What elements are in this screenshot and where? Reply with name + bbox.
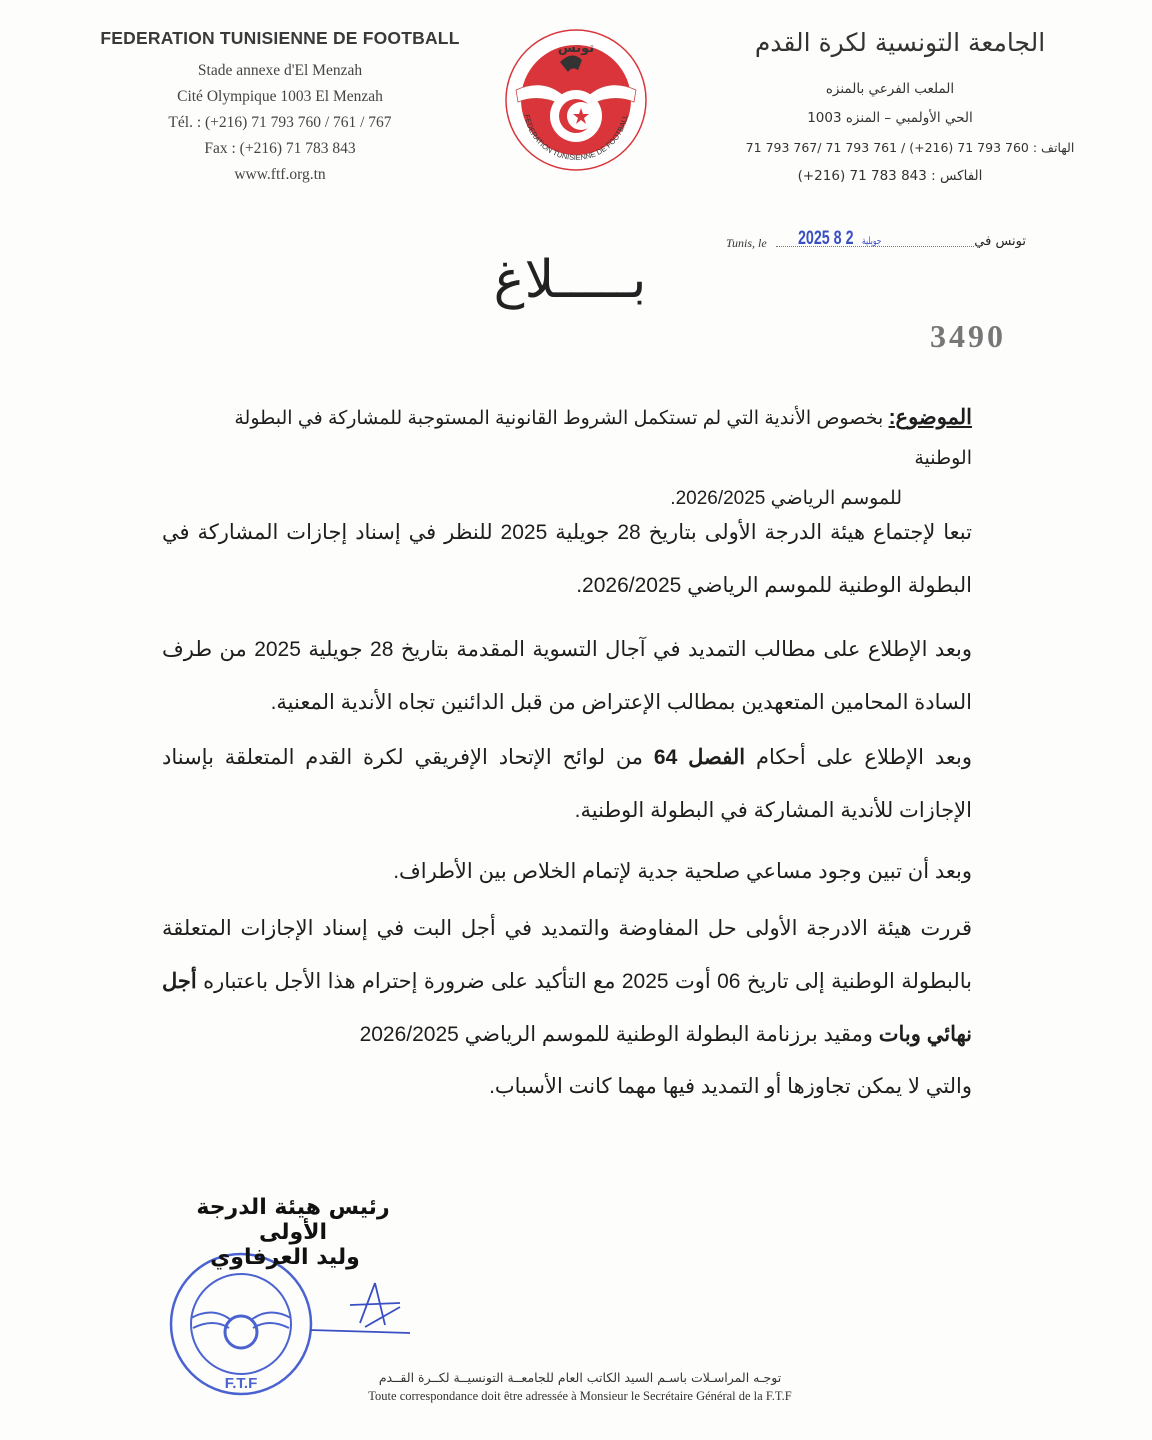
paragraph-3-start: وبعد الإطلاع على أحكام (745, 746, 972, 769)
paragraph-3 (162, 731, 972, 837)
date-line (726, 228, 1026, 258)
signatory-name: وليد العرفاوي (210, 1245, 360, 1270)
phone-line-ar: الهاتف : 760 793 71 (216+) / 761 793 71 /767 793 71 (745, 140, 1075, 155)
paragraph-6: والتي لا يمكن تجاوزها أو التمديد فيها مهما كانت الأسباب. (489, 1075, 972, 1098)
paragraph-3-end: من لوائح الإتحاد الإفريقي لكرة القدم المتعلقة بإسناد الإجازات للأندية المشاركة في البطولة الوطنية. (162, 746, 972, 822)
subject-text-1: بخصوص الأندية التي لم تستكمل الشروط القانونية المستوجبة للمشاركة في البطولة الوطنية (234, 408, 972, 469)
federation-name-fr: FEDERATION TUNISIENNE DE FOOTBALL (100, 28, 460, 48)
fax-line-ar: الفاكس : 843 783 71 (216+) (797, 168, 983, 184)
paragraph-5-bold: أجل نهائي وبات (162, 970, 972, 1046)
header-french (95, 28, 465, 188)
signature-strokes (310, 1283, 410, 1333)
paragraph-2: وبعد الإطلاع على مطالب التمديد في آجال التسوية المقدمة بتاريخ 28 جويلية 2025 من طرف السادة المحامين المتعهدين بمطالب الإعتراض من قبل الدائنين تجاه الأندية المعنية. (162, 638, 972, 714)
footer (330, 1370, 830, 1404)
phone-line: Tél. : (+216) 71 793 760 / 761 / 767 (168, 114, 392, 131)
address-line-ar-2: الحي الأولمبي – المنزه 1003 (807, 110, 973, 126)
paragraph-5-start: قررت هيئة الادرجة الأولى حل المفاوضة والتمديد في أجل البت في إسناد الإجازات المتعلقة بالبطولة الوطنية إلى تاريخ 06 أوت 2025 مع التأكيد على ضرورة إحترام هذا الأجل باعتباره (162, 917, 972, 993)
paragraph-3-bold: الفصل 64 (653, 746, 746, 769)
address-line-2: Cité Olympique 1003 El Menzah (177, 88, 383, 105)
date-stamp-day: 2 8 (833, 228, 854, 249)
paragraph-1: تبعا لإجتماع هيئة الدرجة الأولى بتاريخ 28 جويلية 2025 للنظر في إسناد إجازات المشاركة في البطولة الوطنية للموسم الرياضي 2026/2025. (162, 521, 972, 597)
address-line-1: Stade annexe d'El Menzah (197, 62, 363, 79)
date-stamp-year: 2025 (798, 228, 830, 249)
date-stamp-month: جويلية (861, 236, 882, 247)
header-arabic (720, 28, 1075, 191)
signatory-title: رئيس هيئة الدرجة الأولى (196, 1195, 390, 1245)
date-label-ar: تونس في (974, 234, 1026, 249)
ftf-logo-icon (502, 28, 650, 173)
paragraph-4: وبعد أن تبين وجود مساعي صلحية جدية لإتمام الخلاص بين الأطراف. (393, 860, 972, 883)
logo-ring-text: FEDERATION TUNISIENNE DE FOOTBALL (522, 113, 630, 163)
date-stamp (798, 228, 886, 250)
document-title: بـــــلاغ (493, 250, 647, 310)
paragraph-5 (162, 902, 972, 1061)
footer-fr: Toute correspondance doit être adressée à Monsieur le Secrétaire Général de la F.T.F (368, 1389, 792, 1403)
subject-label: الموضوع: (888, 406, 972, 429)
address-line-ar-1: الملعب الفرعي بالمنزه (825, 81, 955, 97)
paragraph-5-end: ومقيد برزنامة البطولة الوطنية للموسم الرياضي 2026/2025 (359, 1023, 879, 1046)
footer-ar: توجـه المراسـلات باسـم السيد الكاتب العام للجامعــة التونسيــة لكــرة القــدم (378, 1370, 782, 1385)
date-label-fr: Tunis, le (726, 236, 767, 250)
stamp-text: F.T.F (224, 1375, 258, 1392)
subject-line-2: للموسم الرياضي 2026/2025. (670, 488, 902, 509)
subject-line-1 (172, 398, 972, 479)
fax-line: Fax : (+216) 71 783 843 (204, 140, 356, 157)
logo-top-text: تونس (557, 41, 595, 56)
document-number: 3490 (930, 318, 1006, 354)
federation-name-ar: الجامعة التونسية لكرة القدم (754, 28, 1046, 57)
handwritten-signature-icon (290, 1275, 420, 1345)
subject-block (172, 398, 972, 519)
stamp-crescent (225, 1316, 257, 1348)
website-link[interactable]: www.ftf.org.tn (234, 166, 326, 183)
